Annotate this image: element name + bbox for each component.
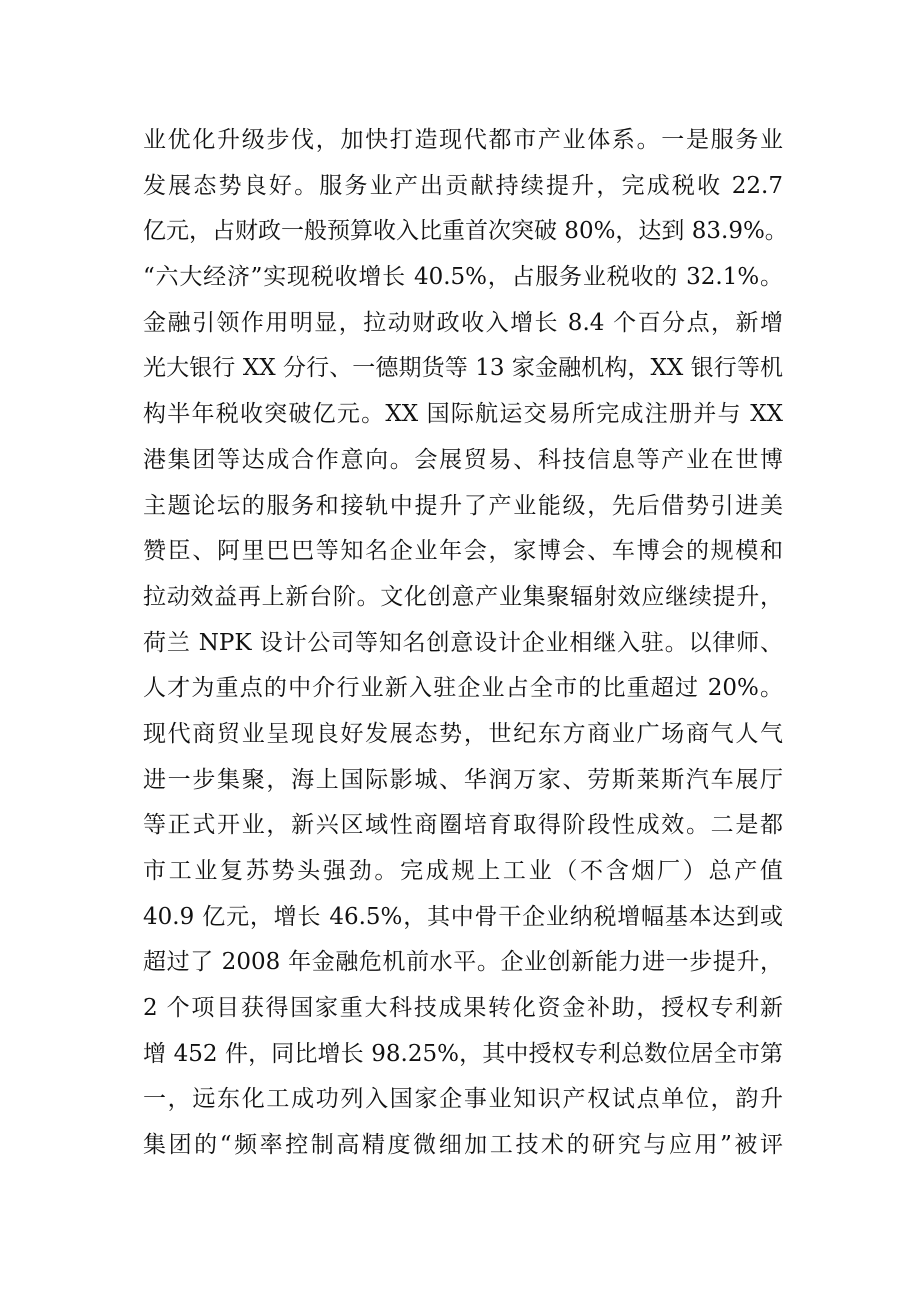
text-line: 荷兰 NPK 设计公司等知名创意设计企业相继入驻。以律师、 [143,629,783,656]
text-line: 市工业复苏势头强劲。完成规上工业（不含烟厂）总产值 [143,858,783,884]
text-line: 40.9 亿元，增长 46.5%，其中骨干企业纳税增幅基本达到或 [143,903,783,930]
text-line: 光大银行 XX 分行、一德期货等 13 家金融机构，XX 银行等机 [143,355,783,382]
text-line: 亿元，占财政一般预算收入比重首次突破 80%，达到 83.9%。 [143,218,788,245]
text-line: 等正式开业，新兴区域性商圈培育取得阶段性成效。二是都 [143,812,783,839]
text-line: 一，远东化工成功列入国家企事业知识产权试点单位，韵升 [143,1086,783,1113]
text-line: 业优化升级步伐，加快打造现代都市产业体系。一是服务业 [143,127,783,153]
text-line: 赞臣、阿里巴巴等知名企业年会，家博会、车博会的规模和 [143,538,783,565]
text-line: “六大经济”实现税收增长 40.5%，占服务业税收的 32.1%。 [143,264,783,291]
text-line: 现代商贸业呈现良好发展态势，世纪东方商业广场商气人气 [143,720,783,747]
text-line: 增 452 件，同比增长 98.25%，其中授权专利总数位居全市第 [143,1040,783,1067]
text-line: 拉动效益再上新台阶。文化创意产业集聚辐射效应继续提升， [143,583,783,610]
body-paragraph [143,118,788,1169]
text-line: 发展态势良好。服务业产出贡献持续提升，完成税收 22.7 [143,172,783,199]
text-line: 金融引领作用明显，拉动财政收入增长 8.4 个百分点，新增 [143,309,783,336]
text-line: 进一步集聚，海上国际影城、华润万家、劳斯莱斯汽车展厅 [143,766,783,793]
text-line: 集团的“频率控制高精度微细加工技术的研究与应用”被评 [143,1132,783,1159]
text-line: 2 个项目获得国家重大科技成果转化资金补助，授权专利新 [143,995,783,1022]
text-line: 港集团等达成合作意向。会展贸易、科技信息等产业在世博 [143,446,783,473]
text-line: 主题论坛的服务和接轨中提升了产业能级，先后借势引进美 [143,492,783,519]
text-line: 超过了 2008 年金融危机前水平。企业创新能力进一步提升， [143,949,783,976]
text-line: 构半年税收突破亿元。XX 国际航运交易所完成注册并与 XX [143,401,783,428]
text-line: 人才为重点的中介行业新入驻企业占全市的比重超过 20%。 [143,675,783,702]
